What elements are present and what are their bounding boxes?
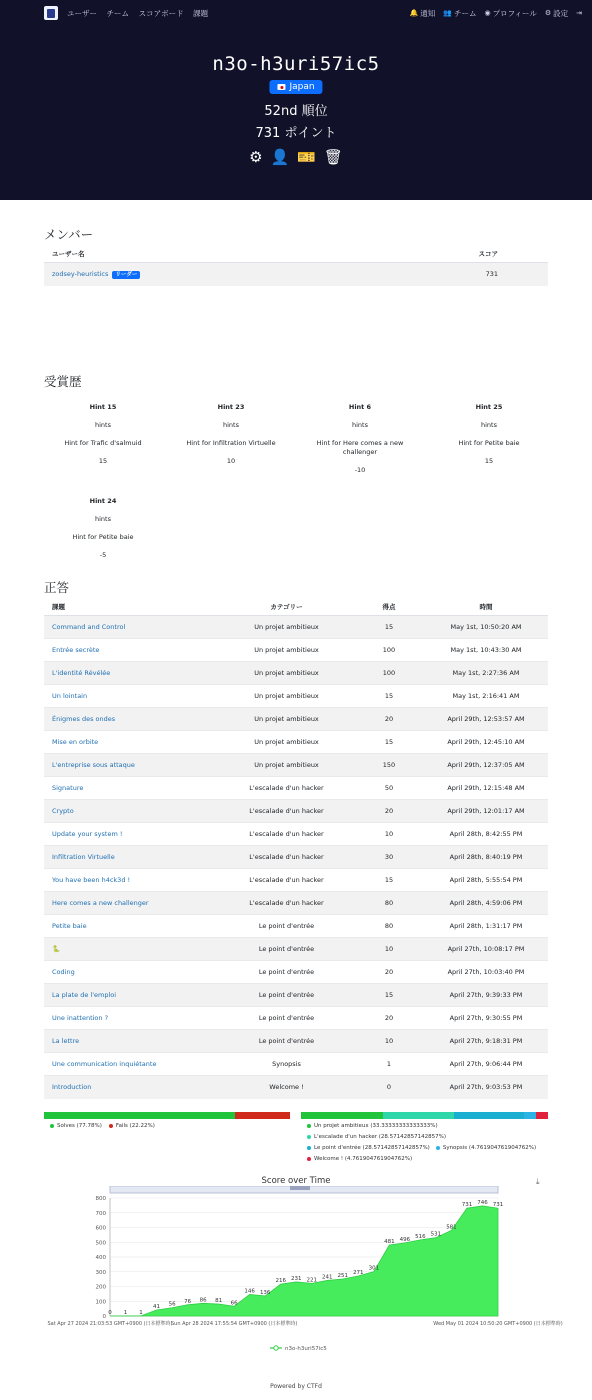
table-row	[44, 639, 548, 662]
chart-y-tick-label: 300	[95, 1269, 106, 1276]
table-row	[44, 1007, 548, 1030]
chart-data-label: 516	[415, 1233, 426, 1240]
solve-value: 15	[354, 731, 424, 754]
solve-time: April 28th, 5:55:54 PM	[424, 869, 548, 892]
award-category: hints	[352, 421, 368, 429]
award-card	[43, 403, 163, 475]
award-value: 15	[484, 457, 494, 465]
award-category: hints	[95, 421, 111, 429]
category-bar-segment	[383, 1112, 454, 1119]
solves-time-header: 時間	[424, 598, 548, 616]
table-row	[44, 915, 548, 938]
solve-challenge-link[interactable]: Signature	[52, 784, 84, 792]
logout-icon: ⇥	[576, 9, 582, 17]
table-row	[44, 846, 548, 869]
solve-time: April 28th, 8:42:55 PM	[424, 823, 548, 846]
table-cell	[44, 1076, 219, 1099]
award-name: Hint 15	[89, 403, 117, 411]
solve-category: Un projet ambitieux	[219, 639, 354, 662]
award-description: Hint for Here comes a new challenger	[316, 439, 404, 456]
solves-bar-segment	[44, 1112, 235, 1119]
member-score-header: スコア	[333, 245, 548, 263]
solve-time: April 29th, 12:01:17 AM	[424, 800, 548, 823]
solve-category: Un projet ambitieux	[219, 708, 354, 731]
solve-time: April 27th, 10:08:17 PM	[424, 938, 548, 961]
solve-category: Le point d'entrée	[219, 984, 354, 1007]
table-row	[44, 800, 548, 823]
solve-category: Un projet ambitieux	[219, 731, 354, 754]
chart-data-label: 731	[492, 1202, 504, 1209]
category-bar-segment	[536, 1112, 548, 1119]
solve-value: 50	[354, 777, 424, 800]
award-description: Hint for Petite baie	[72, 533, 134, 541]
chart-data-label: 581	[446, 1224, 457, 1231]
table-row	[44, 1030, 548, 1053]
solve-time: April 29th, 12:37:05 AM	[424, 754, 548, 777]
solve-challenge-link[interactable]: La lettre	[52, 1037, 80, 1045]
solve-challenge-link[interactable]: Mise en orbite	[52, 738, 99, 746]
solve-time: April 27th, 10:03:40 PM	[424, 961, 548, 984]
solve-category: Un projet ambitieux	[219, 616, 354, 639]
award-card	[171, 403, 291, 475]
table-cell	[44, 1007, 219, 1030]
solve-time: April 27th, 9:06:44 PM	[424, 1053, 548, 1076]
category-legend-label: L'escalade d'un hacker (28.57142857142857%)	[314, 1134, 446, 1140]
table-row	[44, 731, 548, 754]
solve-value: 80	[354, 915, 424, 938]
solve-value: 10	[354, 823, 424, 846]
table-cell	[44, 823, 219, 846]
table-cell	[44, 708, 219, 731]
members-table	[44, 245, 548, 286]
chart-legend-marker	[274, 1346, 278, 1350]
solve-category: Un projet ambitieux	[219, 662, 354, 685]
solve-value: 150	[354, 754, 424, 777]
category-legend-label: Un projet ambitieux (33.33333333333333%)	[314, 1123, 438, 1129]
chart-legend-label: n3o-h3uri57ic5	[285, 1346, 327, 1352]
nav-right	[402, 8, 582, 19]
leader-badge: リーダー	[112, 271, 140, 279]
category-legend-item	[307, 1134, 446, 1140]
solve-value: 0	[354, 1076, 424, 1099]
table-row	[44, 984, 548, 1007]
solve-value: 80	[354, 892, 424, 915]
table-cell	[44, 1030, 219, 1053]
footer: Powered by CTFd	[270, 1383, 322, 1390]
category-bar-segment	[301, 1112, 383, 1119]
chart-data-label: 86	[199, 1297, 207, 1304]
chart-data-label: 76	[184, 1298, 192, 1305]
table-cell	[44, 938, 219, 961]
solve-time: May 1st, 2:16:41 AM	[424, 685, 548, 708]
team-actions	[0, 148, 592, 166]
team-name: n3o-h3uri57ic5	[212, 53, 380, 75]
category-legend-dot	[307, 1124, 311, 1128]
solve-challenge-link[interactable]: Une communication inquiétante	[52, 1060, 157, 1068]
solves-table-body	[44, 616, 548, 1099]
table-cell	[44, 662, 219, 685]
solve-challenge-link[interactable]: Une inattention ?	[52, 1014, 109, 1022]
solve-category: Le point d'entrée	[219, 1030, 354, 1053]
table-cell	[44, 777, 219, 800]
solve-value: 100	[354, 662, 424, 685]
bell-icon: 🔔	[409, 9, 419, 17]
solve-category: Welcome !	[219, 1076, 354, 1099]
award-card	[300, 403, 420, 484]
chart-data-label: 746	[477, 1199, 488, 1206]
category-legend-dot	[436, 1146, 440, 1150]
table-row	[44, 961, 548, 984]
award-description: Hint for Trafic d'salmuid	[64, 439, 142, 447]
award-name: Hint 6	[348, 403, 372, 411]
solve-challenge-link[interactable]: Here comes a new challenger	[52, 899, 149, 907]
chart-data-label: 146	[244, 1288, 255, 1295]
solve-challenge-link[interactable]: Infiltration Virtuelle	[52, 853, 115, 861]
solve-challenge-link[interactable]: Énigmes des ondes	[52, 715, 116, 723]
category-legend-item	[307, 1123, 438, 1129]
award-card	[43, 497, 163, 569]
chart-x-tick-label: Sat Apr 27 2024 21:03:53 GMT+0900 (日本標準時)	[47, 1321, 173, 1327]
nav-notifications-link[interactable]: 🔔 通知	[409, 8, 436, 18]
table-cell	[44, 800, 219, 823]
chart-data-label: 1	[123, 1309, 128, 1316]
solve-category: Le point d'entrée	[219, 961, 354, 984]
chart-data-label: 1	[139, 1309, 143, 1316]
solve-time: April 27th, 9:03:53 PM	[424, 1076, 548, 1099]
award-category: hints	[223, 421, 239, 429]
solves-legend-label: Solves (77.78%)	[57, 1123, 102, 1129]
solve-challenge-link[interactable]: Crypto	[52, 807, 74, 815]
ctf-logo[interactable]	[44, 6, 58, 20]
chart-data-label: 231	[290, 1275, 302, 1282]
nav-left	[67, 8, 215, 19]
solve-value: 20	[354, 800, 424, 823]
solve-category: Le point d'entrée	[219, 938, 354, 961]
chart-data-label: 41	[153, 1303, 161, 1310]
category-legend-label: Le point d'entrée (28.57142857142857%)	[314, 1145, 430, 1151]
solve-fail-legend	[50, 1123, 155, 1129]
solve-category: L'escalade d'un hacker	[219, 892, 354, 915]
chart-zoom-handle	[290, 1186, 310, 1190]
table-cell	[44, 846, 219, 869]
solve-category: Le point d'entrée	[219, 1007, 354, 1030]
solve-category: L'escalade d'un hacker	[219, 823, 354, 846]
chart-y-tick-label: 700	[95, 1210, 106, 1217]
solve-challenge-link[interactable]: Coding	[52, 968, 75, 976]
table-row	[44, 662, 548, 685]
chart-x-tick-label: Sun Apr 28 2024 17:55:54 GMT+0900 (日本標準時)	[171, 1321, 298, 1327]
solve-category: L'escalade d'un hacker	[219, 869, 354, 892]
solve-time: April 28th, 8:40:19 PM	[424, 846, 548, 869]
table-row	[44, 869, 548, 892]
solve-value: 100	[354, 639, 424, 662]
nav-teams-link[interactable]: チーム	[106, 8, 130, 18]
table-row	[44, 1053, 548, 1076]
solve-value: 1	[354, 1053, 424, 1076]
solve-value: 15	[354, 984, 424, 1007]
solve-value: 15	[354, 616, 424, 639]
chart-y-tick-label: 200	[95, 1284, 106, 1291]
solve-challenge-link[interactable]: You have been h4ck3d !	[52, 876, 131, 884]
solve-time: May 1st, 10:50:20 AM	[424, 616, 548, 639]
chart-data-label: 531	[430, 1231, 442, 1238]
solves-category-header: カテゴリー	[219, 598, 354, 616]
table-cell	[44, 984, 219, 1007]
solve-category: Le point d'entrée	[219, 915, 354, 938]
chart-data-label: 271	[353, 1270, 364, 1277]
score-over-time-chart	[0, 1186, 592, 1366]
award-card	[429, 403, 549, 475]
solve-time: April 29th, 12:15:48 AM	[424, 777, 548, 800]
navbar	[0, 0, 592, 26]
chart-data-label: 136	[259, 1289, 271, 1296]
solves-title: 正答	[44, 580, 70, 595]
solve-challenge-link[interactable]: Entrée secrète	[52, 646, 100, 654]
solve-time: April 27th, 9:39:33 PM	[424, 984, 548, 1007]
solves-value-header: 得点	[354, 598, 424, 616]
solve-value: 15	[354, 869, 424, 892]
solve-challenge-link[interactable]: 🐍	[52, 945, 61, 953]
chart-data-label: 56	[168, 1301, 176, 1308]
table-row	[44, 685, 548, 708]
table-row	[44, 938, 548, 961]
table-cell	[44, 869, 219, 892]
chart-data-label: 731	[461, 1202, 473, 1209]
chart-y-tick-label: 0	[102, 1314, 106, 1320]
category-breakdown-bar	[301, 1112, 548, 1119]
table-row	[44, 823, 548, 846]
solve-value: 20	[354, 1007, 424, 1030]
fails-legend-label: Fails (22.22%)	[115, 1123, 155, 1129]
solve-time: April 27th, 9:30:55 PM	[424, 1007, 548, 1030]
table-row	[44, 892, 548, 915]
members-title: メンバー	[44, 227, 94, 242]
solves-legend-dot	[50, 1124, 54, 1128]
nav-settings-link[interactable]: ⚙ 設定	[544, 8, 569, 18]
solve-time: April 29th, 12:45:10 AM	[424, 731, 548, 754]
solve-time: April 28th, 1:31:17 PM	[424, 915, 548, 938]
table-row	[44, 754, 548, 777]
table-row	[44, 708, 548, 731]
chart-data-label: 241	[322, 1274, 333, 1281]
table-row	[44, 616, 548, 639]
solves-table	[44, 598, 548, 1099]
table-row	[44, 1076, 548, 1099]
team-ticket-icon[interactable]: 🎫	[297, 148, 316, 166]
chart-y-tick-label: 500	[95, 1240, 106, 1247]
member-score: 731	[333, 263, 548, 286]
solve-value: 10	[354, 938, 424, 961]
trash-icon[interactable]: 🗑	[323, 148, 343, 166]
chart-data-label: 301	[368, 1265, 380, 1272]
category-legend-label: Synopsis (4.761904761904762%)	[442, 1145, 537, 1151]
category-legend-dot	[307, 1146, 311, 1150]
solve-time: April 29th, 12:53:57 AM	[424, 708, 548, 731]
team-members-icon[interactable]: 👤	[270, 148, 290, 166]
solve-value: 20	[354, 961, 424, 984]
category-legend-dot	[307, 1135, 311, 1139]
table-cell	[44, 616, 219, 639]
solve-challenge-link[interactable]: L'identité Révélée	[52, 669, 111, 677]
table-cell	[44, 731, 219, 754]
table-cell	[44, 961, 219, 984]
team-rank: 52nd 順位	[264, 104, 328, 119]
chart-title: Score over Time	[261, 1176, 331, 1186]
award-description: Hint for Petite baie	[458, 439, 520, 447]
nav-challenges-link[interactable]: 課題	[193, 8, 209, 18]
nav-scoreboard-link[interactable]: スコアボード	[138, 8, 184, 18]
solve-challenge-link[interactable]: Introduction	[52, 1083, 92, 1092]
award-description: Hint for Infiltration Virtuelle	[186, 439, 276, 447]
solve-category: Synopsis	[219, 1053, 354, 1076]
category-legend-label: Welcome ! (4.761904761904762%)	[314, 1156, 413, 1162]
chart-data-label: 81	[215, 1298, 223, 1305]
member-link[interactable]: zodsey-heuristics	[52, 270, 109, 279]
solve-challenge-link[interactable]: La plate de l'emploi	[52, 991, 117, 999]
award-value: -5	[99, 551, 107, 559]
category-legend-item	[307, 1145, 536, 1151]
table-cell	[44, 685, 219, 708]
nav-users-link[interactable]: ユーザー	[67, 8, 97, 18]
chart-data-label: 251	[337, 1272, 349, 1279]
award-name: Hint 24	[89, 497, 117, 505]
solve-category: Un projet ambitieux	[219, 754, 354, 777]
team-header	[0, 26, 592, 200]
solve-value: 10	[354, 1030, 424, 1053]
solve-value: 15	[354, 685, 424, 708]
award-category: hints	[95, 515, 111, 523]
table-cell	[44, 639, 219, 662]
solve-fail-bar	[44, 1112, 290, 1119]
solve-time: April 28th, 4:59:06 PM	[424, 892, 548, 915]
chart-data-label: 481	[384, 1239, 395, 1246]
solve-challenge-link[interactable]: Update your system !	[52, 830, 123, 838]
table-cell	[44, 892, 219, 915]
fails-legend-dot	[109, 1124, 113, 1128]
user-circle-icon: ◉	[484, 9, 491, 17]
table-cell	[44, 915, 219, 938]
country-badge: Japan	[269, 80, 322, 94]
award-value: 15	[98, 457, 108, 465]
award-value: 10	[226, 457, 236, 465]
team-points: 731 ポイント	[255, 126, 337, 141]
chart-y-tick-label: 600	[95, 1225, 106, 1232]
nav-profile-link[interactable]: ◉ プロフィール	[484, 8, 537, 18]
solve-value: 20	[354, 708, 424, 731]
solve-time: April 27th, 9:18:31 PM	[424, 1030, 548, 1053]
gears-icon: ⚙	[544, 9, 552, 17]
solve-value: 30	[354, 846, 424, 869]
awards-title: 受賞歴	[44, 374, 82, 389]
japan-flag-icon	[277, 84, 285, 90]
chart-data-label: 66	[230, 1300, 238, 1307]
solve-time: May 1st, 2:27:36 AM	[424, 662, 548, 685]
table-cell	[44, 1053, 219, 1076]
download-icon[interactable]: ⤓	[536, 1177, 540, 1186]
table-row	[44, 777, 548, 800]
member-username-header: ユーザー名	[44, 245, 333, 263]
chart-x-tick-label: Wed May 01 2024 10:50:20 GMT+0900 (日本標準時)	[433, 1321, 563, 1327]
solve-challenge-link[interactable]: L'entreprise sous attaque	[52, 761, 135, 769]
nav-logout-link[interactable]	[576, 9, 582, 17]
category-bar-segment	[524, 1112, 536, 1119]
solve-category: L'escalade d'un hacker	[219, 800, 354, 823]
award-category: hints	[481, 421, 497, 429]
chart-y-tick-label: 100	[95, 1299, 106, 1306]
award-name: Hint 23	[217, 403, 245, 411]
table-cell	[44, 754, 219, 777]
solve-challenge-link[interactable]: Command and Control	[52, 623, 126, 631]
solves-challenge-header: 課題	[44, 598, 219, 616]
table-row	[44, 263, 548, 286]
chart-area-series	[110, 1206, 498, 1316]
award-value: -10	[354, 466, 366, 474]
chart-data-label: 496	[399, 1236, 411, 1243]
solve-challenge-link[interactable]: Un lointain	[52, 692, 88, 700]
fails-bar-segment	[235, 1112, 290, 1119]
solve-category: L'escalade d'un hacker	[219, 777, 354, 800]
chart-data-label: 221	[306, 1277, 318, 1284]
category-bar-segment	[454, 1112, 525, 1119]
award-name: Hint 25	[475, 403, 503, 411]
chart-data-label: 216	[275, 1278, 286, 1285]
team-settings-icon[interactable]: ⚙	[249, 148, 263, 166]
solve-time: May 1st, 10:43:30 AM	[424, 639, 548, 662]
category-legend-item	[307, 1156, 412, 1162]
solve-category: L'escalade d'un hacker	[219, 846, 354, 869]
users-icon: 👥	[443, 9, 452, 17]
chart-y-tick-label: 800	[95, 1196, 106, 1202]
nav-team-link[interactable]: 👥 チーム	[443, 8, 477, 18]
category-legend-dot	[307, 1157, 311, 1161]
chart-data-label: 0	[108, 1310, 112, 1316]
solve-challenge-link[interactable]: Petite baie	[52, 922, 87, 930]
chart-y-tick-label: 400	[95, 1255, 106, 1261]
solve-category: Un projet ambitieux	[219, 685, 354, 708]
